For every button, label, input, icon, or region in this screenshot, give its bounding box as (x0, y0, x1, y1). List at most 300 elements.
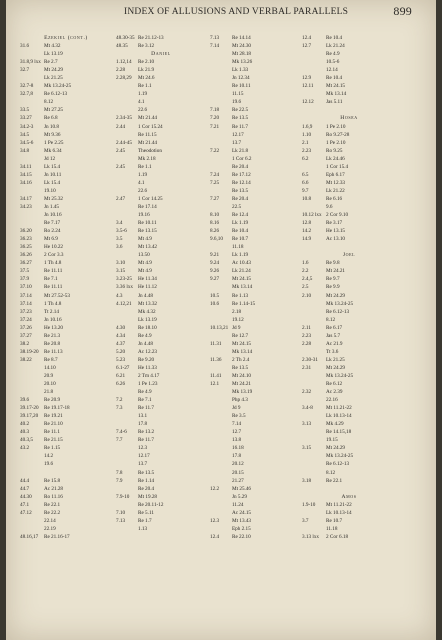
index-entry (20, 66, 112, 74)
nt-reference: Jas 5.11 (326, 99, 343, 106)
index-entry (20, 364, 112, 372)
source-reference: 36.26 (20, 252, 32, 259)
index-entry (116, 123, 206, 131)
index-entry (302, 324, 396, 332)
index-entry (20, 50, 112, 58)
source-reference: 12.8 (302, 220, 312, 227)
nt-reference: 1 Pe 2.25 (44, 139, 64, 146)
index-entry (116, 131, 206, 139)
source-reference: 3.4 (116, 220, 123, 227)
nt-reference: 19.12 (232, 316, 244, 323)
source-reference: 12.2 (210, 485, 220, 492)
source-reference: 32.7,8 (20, 91, 33, 98)
source-reference: 2.31 (302, 364, 312, 371)
nt-reference: Mt 21.44 (138, 139, 158, 146)
nt-reference: Re 10.11 (138, 220, 157, 227)
nt-reference: Re 20.4 (232, 163, 249, 170)
index-entry (302, 139, 396, 147)
index-entry (116, 82, 206, 90)
index-entry (20, 171, 112, 179)
source-reference: 10.6 (210, 300, 220, 307)
nt-reference: Ro 2.24 (44, 228, 61, 235)
index-entry (302, 58, 396, 66)
nt-reference: 22.5 (232, 203, 242, 210)
index-entry (302, 171, 396, 179)
nt-reference: Ac 2.39 (326, 389, 343, 396)
index-entry (20, 235, 112, 243)
nt-reference: 4.1 (138, 179, 145, 186)
nt-reference: 14.10 (44, 364, 56, 371)
source-reference: 3.6 (116, 244, 123, 251)
nt-reference: Re 20.4 (232, 195, 249, 202)
source-reference: 9.26 (210, 268, 220, 275)
nt-reference: Re 17.14 (138, 203, 157, 210)
index-entry (20, 493, 112, 501)
source-reference: 32.7 (20, 67, 30, 74)
source-reference: 12.11 (302, 83, 314, 90)
index-entry (210, 444, 298, 452)
nt-reference: Re 9.7 (326, 276, 340, 283)
index-entry (302, 147, 396, 155)
nt-reference: Re 19.17-18 (44, 405, 70, 412)
source-reference: 7.2 (116, 397, 123, 404)
index-entry (116, 404, 206, 412)
source-reference: 7.22 (210, 147, 220, 154)
nt-reference: Re 10.7 (326, 517, 343, 524)
nt-reference: Re 20.8 (44, 340, 61, 347)
nt-reference: Re 10.4 (326, 75, 343, 82)
index-entry (210, 275, 298, 283)
index-entry (116, 203, 206, 211)
nt-reference: Mt 25.32 (44, 195, 64, 202)
source-reference: 12.12 (302, 99, 314, 106)
source-reference: 36.27 (20, 260, 32, 267)
source-reference: 5.23 (116, 356, 126, 363)
index-entry (20, 195, 112, 203)
source-reference: 38.19-20 (20, 348, 39, 355)
index-entry (210, 42, 298, 50)
index-entry (302, 308, 396, 316)
source-reference: 12.4 (210, 533, 220, 540)
index-entry (20, 428, 112, 436)
source-reference: 3.5-6 (116, 228, 127, 235)
nt-reference: Re 11.7 (138, 405, 154, 412)
nt-reference: Re 14.14 (232, 35, 251, 41)
nt-reference: Re 20.11-12 (138, 501, 164, 508)
source-reference: 37.14 (20, 300, 32, 307)
index-entry (210, 340, 298, 348)
index-entry (116, 501, 206, 509)
index-entry (210, 388, 298, 396)
nt-reference: Lk 10.13-14 (326, 509, 352, 516)
index-entry (20, 123, 112, 131)
nt-reference: Re 22.1 (44, 501, 61, 508)
nt-reference: Re 7.1 (138, 397, 152, 404)
running-header (6, 4, 436, 20)
index-entry (116, 356, 206, 364)
source-reference: 7.7 (116, 437, 123, 444)
index-column-2 (116, 34, 206, 636)
nt-reference: Mt 24.21 (326, 268, 346, 275)
nt-reference: Re 2.7 (44, 59, 58, 66)
index-entry (302, 235, 396, 243)
nt-reference: Re 9.8 (326, 260, 340, 267)
index-entry (210, 90, 298, 98)
source-reference: 10.8 (302, 195, 312, 202)
index-entry (210, 203, 298, 211)
nt-reference: Theodotion (138, 147, 162, 154)
index-entry (210, 485, 298, 493)
nt-reference: Mk 4.29 (326, 421, 344, 428)
index-entry (116, 509, 206, 517)
source-reference: 44.7 (20, 485, 30, 492)
index-entry (210, 316, 298, 324)
index-entry (116, 219, 206, 227)
source-reference: 11.31 (210, 340, 222, 347)
source-reference: 7.14 (210, 43, 220, 50)
index-entry (210, 155, 298, 163)
source-reference: 2.47 (116, 195, 126, 202)
index-entry (20, 74, 112, 82)
nt-reference: 12.14 (326, 67, 338, 74)
nt-reference: Mk 13.14 (326, 91, 347, 98)
nt-reference: Re 11.11 (44, 268, 63, 275)
source-reference: 7.9-10 (116, 493, 130, 500)
nt-reference: Ro 9.27-28 (326, 131, 350, 138)
running-title: INDEX OF ALLUSIONS AND VERBAL PARALLELS (124, 7, 349, 17)
index-entry (302, 179, 396, 187)
nt-reference: 21.8 (44, 389, 54, 396)
index-entry (116, 428, 206, 436)
index-entry (210, 436, 298, 444)
index-entry (20, 372, 112, 380)
index-entry (302, 412, 396, 420)
nt-reference: Re 4.9 (138, 389, 152, 396)
index-entry (302, 525, 396, 533)
nt-reference: Mt 27.52-53 (44, 292, 70, 299)
index-entry (116, 493, 206, 501)
nt-reference: Re 6.17 (326, 324, 343, 331)
nt-reference: Mt 24.10 (232, 372, 252, 379)
nt-reference: Re 12.7 (232, 332, 249, 339)
nt-reference: He 11.12 (138, 284, 157, 291)
nt-reference: 1 Pe 2.10 (326, 139, 346, 146)
index-entry (302, 98, 396, 106)
source-reference: 2.44-45 (116, 139, 132, 146)
nt-reference: 11.18 (232, 244, 244, 251)
nt-reference: Jn 4.48 (138, 340, 153, 347)
nt-reference: Lk 21.22 (326, 187, 345, 194)
source-reference: 37.27 (20, 332, 32, 339)
index-entry (302, 485, 396, 493)
index-entry (210, 356, 298, 364)
index-entry (210, 211, 298, 219)
index-entry (116, 525, 206, 533)
nt-reference: Re 12.14 (232, 179, 251, 186)
index-entry (302, 90, 396, 98)
source-reference: 2.45 (116, 147, 126, 154)
nt-reference: 19.16 (138, 212, 150, 219)
nt-reference: Lk 24.46 (326, 155, 345, 162)
index-entry (20, 388, 112, 396)
source-reference: 8.10 (210, 212, 220, 219)
index-entry (210, 404, 298, 412)
nt-reference: Mk 13.14 (232, 348, 253, 355)
index-entry (116, 114, 206, 122)
nt-reference: 17.8 (138, 421, 148, 428)
source-reference: 8.16 (210, 220, 220, 227)
book-heading: Hosea (340, 115, 358, 122)
nt-reference: 2 Cor 9.10 (326, 212, 349, 219)
nt-reference: 1.13 (138, 525, 148, 532)
index-entry (20, 139, 112, 147)
nt-reference: Re 13.5 (232, 115, 249, 122)
nt-reference: Re 6.12-13 (326, 461, 350, 468)
source-reference: 1.6,9 (302, 123, 313, 130)
nt-reference: 1 Cor 15.24 (138, 123, 163, 130)
nt-reference: Re 3.5 (232, 413, 246, 420)
index-entry (20, 187, 112, 195)
nt-reference: Lk 1.19 (232, 220, 249, 227)
nt-reference: Re 1.14 (138, 477, 155, 484)
nt-reference: Mt 24.30 (232, 43, 252, 50)
nt-reference: Re 11.13 (44, 348, 63, 355)
index-entry (302, 477, 396, 485)
nt-reference: Re 13.2 (138, 429, 155, 436)
index-entry (116, 396, 206, 404)
index-entry (20, 332, 112, 340)
source-reference: 7.27 (210, 195, 220, 202)
nt-reference: Mt 13.32 (138, 300, 158, 307)
index-entry (116, 324, 206, 332)
index-entry (302, 372, 396, 380)
nt-reference: 1 Th 4.8 (44, 260, 62, 267)
index-entry (302, 517, 396, 525)
nt-reference: He 10.22 (44, 244, 64, 251)
nt-reference: Re 3.17 (326, 220, 343, 227)
nt-reference: Lk 13.19 (138, 316, 157, 323)
index-entry (116, 179, 206, 187)
index-entry (116, 436, 206, 444)
index-entry (20, 316, 112, 324)
source-reference: 33.27 (20, 115, 32, 122)
index-entry (116, 485, 206, 493)
nt-reference: Mt 25.46 (232, 485, 252, 492)
nt-reference: Re 7.1 (44, 276, 58, 283)
nt-reference: 22.19 (44, 525, 56, 532)
source-reference: 2.4,5 (302, 276, 313, 283)
index-entry (302, 243, 396, 251)
index-entry (302, 155, 396, 163)
source-reference: 34.8 (20, 147, 30, 154)
index-entry (20, 517, 112, 525)
source-reference: 3.5 (116, 236, 123, 243)
source-reference: 40.3,5 (20, 437, 33, 444)
index-entry (302, 106, 396, 114)
source-reference: 33.5 (20, 107, 30, 114)
index-entry (210, 179, 298, 187)
index-entry (302, 533, 396, 541)
index-entry (20, 356, 112, 364)
index-entry (210, 219, 298, 227)
nt-reference: Mt 4.9 (138, 236, 152, 243)
nt-reference: Re 1.13 (232, 292, 249, 299)
nt-reference: Jn 10.16 (44, 212, 62, 219)
index-entry (20, 292, 112, 300)
nt-reference: 1 Cor 6.2 (232, 155, 252, 162)
nt-reference: Lk 21.9 (138, 67, 155, 74)
index-entry (20, 131, 112, 139)
nt-reference: Lk 21.24 (232, 268, 251, 275)
index-entry (302, 211, 396, 219)
index-entry (20, 412, 112, 420)
index-entry (302, 428, 396, 436)
nt-reference: Re 20.4 (138, 485, 155, 492)
index-entry (302, 469, 396, 477)
nt-reference: Mk 13.24-25 (326, 372, 354, 379)
nt-reference: Re 11.7 (138, 437, 154, 444)
nt-reference: Jd 9 (232, 405, 241, 412)
index-entry (116, 42, 206, 50)
nt-reference: 13.7 (232, 139, 242, 146)
nt-reference: Mt 4.9 (138, 260, 152, 267)
index-entry (116, 292, 206, 300)
source-reference: 7.8 (116, 469, 123, 476)
nt-reference: Re 17.12 (232, 171, 251, 178)
index-entry (116, 171, 206, 179)
source-reference: 39.17-20 (20, 405, 39, 412)
source-reference: 4.30 (116, 324, 126, 331)
source-reference: 48.16,17 (20, 533, 39, 540)
source-reference: 12.3 (210, 517, 220, 524)
nt-reference: 2 Cor 3.3 (44, 252, 64, 259)
index-entry (210, 235, 298, 243)
index-entry (20, 219, 112, 227)
index-entry (20, 460, 112, 468)
index-entry (116, 275, 206, 283)
source-reference: 12.1 (210, 381, 220, 388)
nt-reference: 1.19 (138, 171, 148, 178)
source-reference: 2.44 (116, 123, 126, 130)
index-entry (20, 444, 112, 452)
nt-reference: Re 21.3 (44, 332, 61, 339)
source-reference: 3.7 (302, 517, 309, 524)
index-entry (210, 428, 298, 436)
index-entry (116, 74, 206, 82)
index-entry (116, 477, 206, 485)
source-reference: 39.17,20 (20, 413, 39, 420)
index-entry (302, 404, 396, 412)
index-entry (20, 340, 112, 348)
nt-reference: Ac 24.15 (232, 509, 252, 516)
nt-reference: Lk 21.8 (232, 147, 249, 154)
index-entry (210, 195, 298, 203)
nt-reference: 12.17 (232, 131, 244, 138)
index-entry (210, 469, 298, 477)
nt-reference: 20.10 (44, 381, 56, 388)
source-reference: 1.6 (302, 260, 309, 267)
nt-reference: 10.5-6 (326, 59, 340, 66)
nt-reference: Re 5.11 (138, 509, 154, 516)
source-reference: 3.10 (116, 260, 126, 267)
source-reference: 34.2-3 (20, 123, 34, 130)
nt-reference: 20.15 (232, 469, 244, 476)
source-reference: 43.2 (20, 445, 30, 452)
nt-reference: Jn 10.16 (44, 316, 62, 323)
index-entry (20, 477, 112, 485)
nt-reference: Re 22.5 (232, 107, 249, 114)
nt-reference: 21.27 (232, 477, 244, 484)
index-entry (302, 34, 396, 42)
index-entry (116, 195, 206, 203)
nt-reference: Jas 5.7 (326, 332, 341, 339)
nt-reference: Mt 19.28 (138, 493, 158, 500)
index-entry (116, 147, 206, 155)
nt-reference: Mt 24.29 (44, 67, 64, 74)
source-reference: 4.34 (116, 332, 126, 339)
nt-reference: 8.12 (326, 316, 336, 323)
index-entry (302, 219, 396, 227)
nt-reference: 22.14 (44, 517, 56, 524)
source-reference: 44.30 (20, 493, 32, 500)
source-reference: 3.15 (116, 268, 126, 275)
source-reference: 12.9 (302, 75, 312, 82)
index-entry (302, 259, 396, 267)
source-reference: 2.45 (116, 163, 126, 170)
index-entry (302, 50, 396, 58)
source-reference: 2.11 (302, 324, 311, 331)
nt-reference: Lk 1.19 (232, 252, 249, 259)
index-entry (210, 58, 298, 66)
nt-reference: Re 3.12 (138, 43, 155, 50)
index-entry (116, 58, 206, 66)
nt-reference: Re 20.9 (44, 397, 61, 404)
index-entry (20, 155, 112, 163)
index-column-3 (210, 34, 298, 636)
nt-reference: 11.15 (232, 91, 244, 98)
nt-reference: Re 14.15,18 (326, 429, 352, 436)
source-reference: 2.2 (302, 268, 309, 275)
index-entry (116, 332, 206, 340)
source-reference: 47.12 (20, 509, 32, 516)
source-reference: 3.13 (302, 421, 312, 428)
index-entry (116, 452, 206, 460)
source-reference: 4.37 (116, 340, 126, 347)
source-reference: 5.20 (116, 348, 126, 355)
index-entry (302, 82, 396, 90)
source-reference: 14.9 (302, 236, 312, 243)
source-reference: 34.5 (20, 131, 30, 138)
index-entry (20, 227, 112, 235)
nt-reference: 22.16 (326, 397, 338, 404)
index-entry (210, 509, 298, 517)
book-heading: Amos (341, 493, 357, 500)
index-entry (302, 452, 396, 460)
index-entry (302, 163, 396, 171)
nt-reference: Re 10.4 (326, 35, 343, 41)
nt-reference: 13.1 (138, 413, 148, 420)
nt-reference: Re 22.1 (326, 477, 343, 484)
nt-reference: Ac 21.9 (326, 340, 343, 347)
index-entry (302, 275, 396, 283)
nt-reference: Re 4.9 (138, 332, 152, 339)
nt-reference: 19.6 (44, 461, 54, 468)
index-entry (20, 380, 112, 388)
nt-reference: Re 11.1 (44, 429, 60, 436)
index-entry (210, 187, 298, 195)
index-entry (20, 275, 112, 283)
source-reference: 4.12,21 (116, 300, 132, 307)
